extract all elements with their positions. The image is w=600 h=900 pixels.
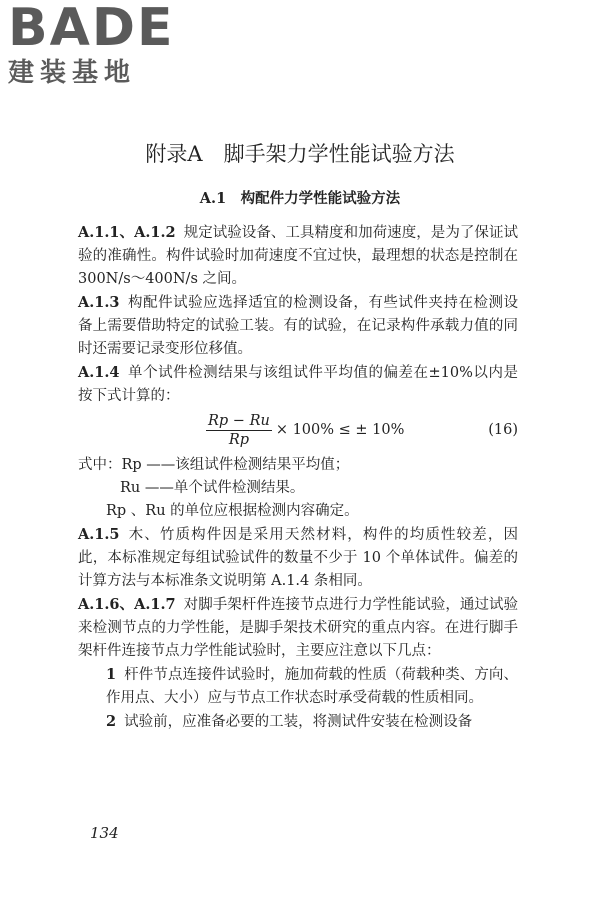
logo <box>8 0 175 88</box>
formula-definition: Ru ——单个试件检测结果。 <box>120 480 305 496</box>
page-title: 附录A 脚手架力学性能试验方法 <box>145 142 455 166</box>
clause-text: 规定试验设备、工具精度和加荷速度，是为了保证试验的准确性。构件试验时加荷速度不宜过快，最理想的状态是控制在 300N/s～400N/s 之间。 <box>78 225 518 287</box>
paragraph <box>78 221 518 291</box>
formula-definition: Rp 、Ru 的单位应根据检测内容确定。 <box>106 503 359 519</box>
section-title: A.1 构配件力学性能试验方法 <box>199 190 401 207</box>
formula <box>78 410 518 450</box>
formula-fraction <box>206 412 272 449</box>
paragraph <box>78 361 518 408</box>
logo-main-text: BADE <box>8 0 175 58</box>
list-item <box>78 663 518 710</box>
clause-text: 木、竹质构件因是采用天然材料，构件的均质性较差，因此，本标准规定每组试验试件的数量不少于 10 个单体试件。偏差的计算方法与本标准条文说明第 A.1.4 条相同。 <box>78 527 518 589</box>
clause-text: 单个试件检测结果与该组试件平均值的偏差在±10%以内是按下式计算的： <box>78 365 518 404</box>
formula-definition: 式中：Rp ——该组试件检测结果平均值； <box>78 457 350 473</box>
clause-number: A.1.3 <box>78 294 120 311</box>
clause-text: 对脚手架杆件连接节点进行力学性能试验，通过试验来检测节点的力学性能，是脚手架技术研究的重点内容。在进行脚手架杆件连接节点力学性能试验时，主要应注意以下几点： <box>78 597 518 659</box>
body-text <box>78 221 518 734</box>
paragraph <box>78 593 518 663</box>
item-number: 1 <box>106 666 117 683</box>
paragraph <box>78 523 518 593</box>
list-item <box>78 710 518 734</box>
paragraph <box>78 291 518 361</box>
formula-rest: × 100% ≤ ± 10% <box>275 421 405 438</box>
page-number: 134 <box>90 824 119 842</box>
logo-sub-text: 建装基地 <box>8 58 137 88</box>
clause-text: 构配件试验应选择适宜的检测设备，有些试件夹持在检测设备上需要借助特定的试验工装。有的试验，在记录构件承载力值的同时还需要记录变形位移值。 <box>78 295 518 357</box>
item-text: 杆件节点连接件试验时，施加荷载的性质（荷载种类、方向、作用点、大小）应与节点工作状态时承受荷载的性质相同。 <box>106 667 518 706</box>
clause-number: A.1.1、A.1.2 <box>78 224 176 241</box>
clause-number: A.1.5 <box>78 526 120 543</box>
clause-number: A.1.6、A.1.7 <box>78 596 176 613</box>
formula-denominator: Rp <box>228 431 250 448</box>
clause-number: A.1.4 <box>78 364 120 381</box>
item-number: 2 <box>106 713 117 730</box>
formula-numerator: Rp − Ru <box>208 412 270 429</box>
item-text: 试验前，应准备必要的工装，将测试件安装在检测设备 <box>124 714 473 730</box>
equation-number: (16) <box>488 421 518 438</box>
